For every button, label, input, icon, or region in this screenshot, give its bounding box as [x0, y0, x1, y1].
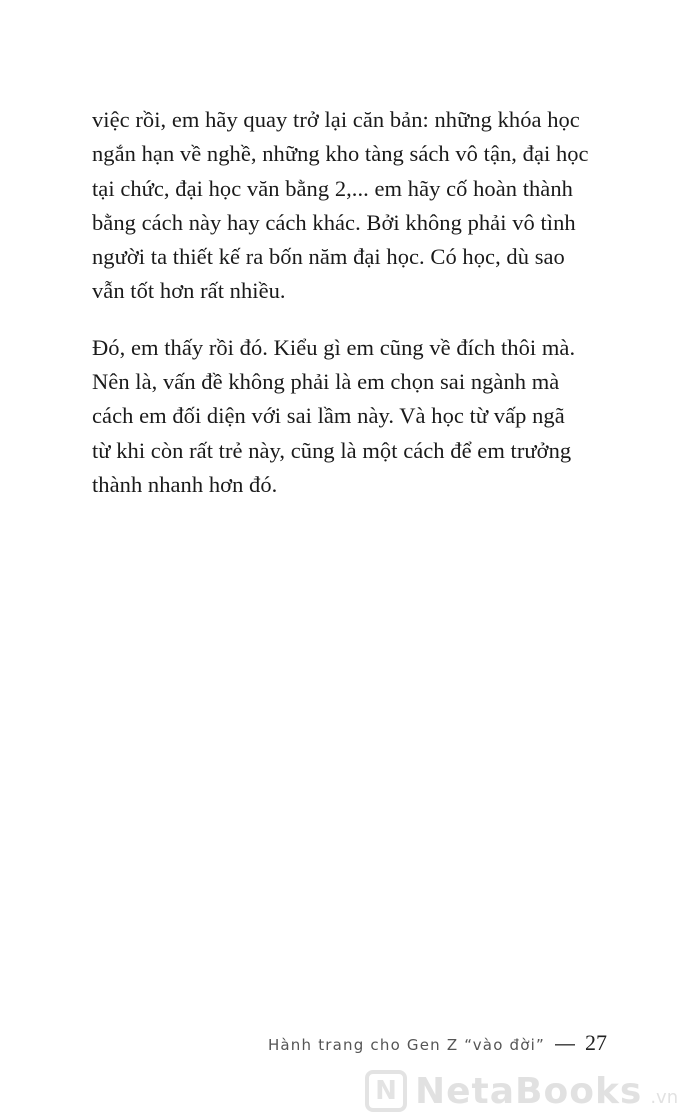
page-footer [268, 1030, 607, 1056]
text-line: Đó, em thấy rồi đó. Kiểu gì em cũng về đích thôi mà. [92, 334, 576, 360]
footer-separator: — [555, 1033, 575, 1055]
paragraph-2 [92, 331, 627, 502]
text-line: ngắn hạn về nghề, những kho tàng sách vô tận, đại học [92, 141, 589, 167]
text-line: vẫn tốt hơn rất nhiều. [92, 278, 286, 304]
text-line: từ khi còn rất trẻ này, cũng là một cách để em trưởng [92, 437, 572, 463]
page-number: 27 [585, 1030, 607, 1055]
watermark-suffix: .vn [650, 1087, 679, 1108]
text-line: cách em đối diện với sai lầm này. Và học từ vấp ngã [92, 403, 565, 429]
text-line: tại chức, đại học văn bằng 2,... em hãy cố hoàn thành [92, 175, 573, 201]
text-line: thành nhanh hơn đó. [92, 471, 278, 497]
watermark-text: NetaBooks [415, 1070, 643, 1112]
watermark [365, 1068, 678, 1114]
netabooks-logo-icon: N [365, 1070, 407, 1112]
text-line: người ta thiết kế ra bốn năm đại học. Có học, dù sao [92, 244, 565, 270]
running-title: Hành trang cho Gen Z “vào đời” [267, 1036, 545, 1054]
text-line: việc rồi, em hãy quay trở lại căn bản: những khóa học [92, 107, 580, 132]
body-text [92, 103, 627, 502]
text-line: Nên là, vấn đề không phải là em chọn sai ngành mà [92, 369, 560, 395]
text-line: bằng cách này hay cách khác. Bởi không phải vô tình [92, 209, 576, 235]
paragraph-1 [92, 103, 627, 309]
